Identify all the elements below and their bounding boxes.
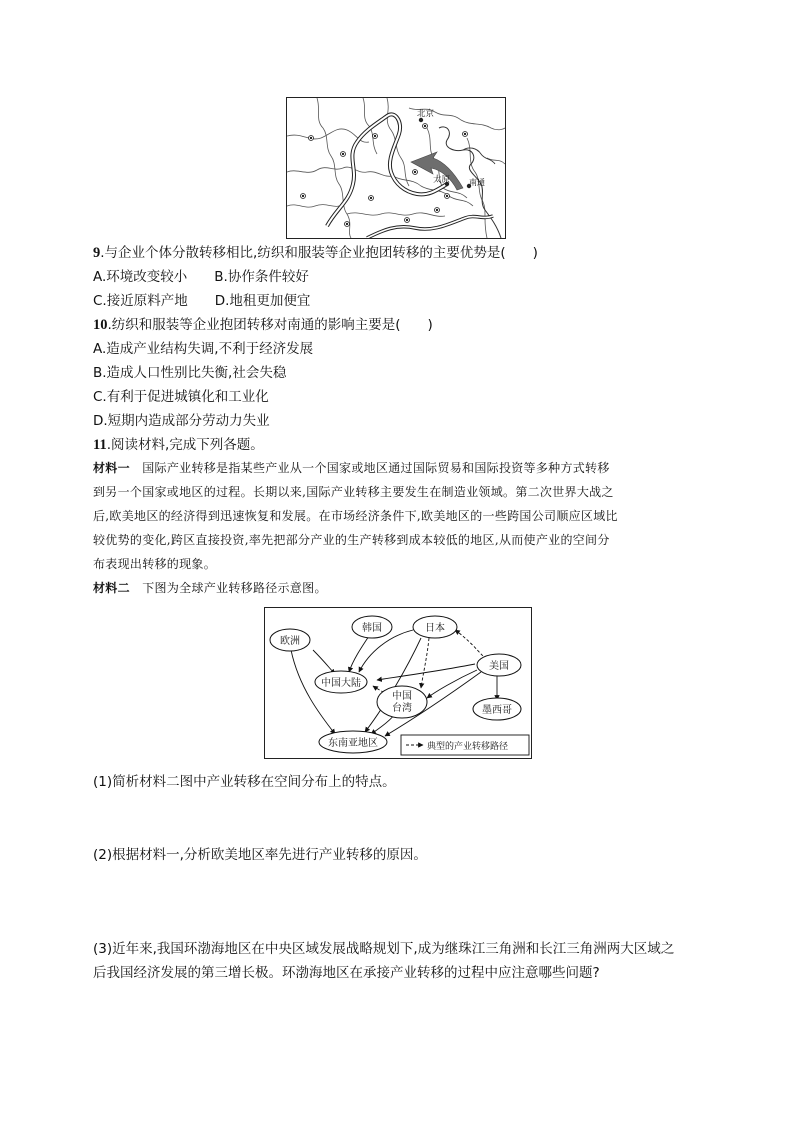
material-one-line-4: 较优势的变化,跨区直接投资,率先把部分产业的生产转移到成本较低的地区,从而使产业的空间分 — [93, 533, 610, 547]
beijing-label: 北京 — [417, 109, 435, 119]
q10-option-b: B.造成人口性别比失衡,社会失稳 — [93, 365, 287, 381]
node-sea-label: 东南亚地区 — [328, 738, 378, 749]
material-one-line-5: 布表现出转移的现象。 — [93, 557, 217, 571]
node-japan-label: 日本 — [425, 623, 445, 634]
material-one-line-1 — [93, 456, 703, 480]
q11-number: 11 — [93, 437, 107, 453]
material-one-text-1: 国际产业转移是指某些产业从一个国家或地区通过国际贸易和国际投资等多种方式转移 — [142, 461, 610, 475]
q11-stem — [93, 436, 264, 454]
sub-question-3-line-1: (3)近年来,我国环渤海地区在中央区域发展战略规划下,成为继珠江三角洲和长江三角洲两大区域之 — [93, 941, 675, 957]
node-korea-label: 韩国 — [362, 623, 382, 634]
edge-korea-china — [349, 636, 369, 672]
material-two-label: 材料二 — [93, 581, 130, 595]
q9-stem-text: .与企业个体分散转移相比,纺织和服装等企业抱团转移的主要优势是( ) — [100, 245, 538, 261]
material-one-label: 材料一 — [93, 461, 130, 475]
edge-usa-japan-dashed — [455, 630, 483, 656]
material-one-line-3: 后,欧美地区的经济得到迅速恢复和发展。在市场经济条件下,欧美地区的一些跨国公司顺应区域比 — [93, 509, 618, 523]
taiyuan-label: 太原 — [433, 175, 451, 185]
material-one-line-2: 到另一个国家或地区的过程。长期以来,国际产业转移主要发生在制造业领域。第二次世界大战之 — [93, 485, 614, 499]
legend-label: 典型的产业转移路径 — [427, 742, 509, 752]
q10-stem-text: .纺织和服装等企业抱团转移对南通的影响主要是( ) — [107, 317, 433, 333]
node-europe-label: 欧洲 — [280, 636, 300, 647]
edge-europe-china — [313, 650, 335, 674]
nantong-label: 南通 — [469, 178, 485, 187]
transfer-path-svg — [265, 608, 531, 758]
material-two — [93, 576, 703, 600]
node-mexico-label: 墨西哥 — [482, 705, 512, 716]
edge-usa-taiwan — [427, 670, 477, 698]
q9-stem — [93, 244, 538, 262]
material-two-text: 下图为全球产业转移路径示意图。 — [142, 581, 327, 595]
q9-number: 9 — [93, 245, 101, 261]
yangtze-inner — [367, 216, 493, 238]
q10-option-a: A.造成产业结构失调,不利于经济发展 — [93, 341, 314, 357]
region-map — [286, 97, 506, 239]
sub-question-3 — [93, 937, 674, 985]
q10-number: 10 — [93, 317, 108, 333]
q10-option-c: C.有利于促进城镇化和工业化 — [93, 389, 269, 405]
sub-question-2: (2)根据材料一,分析欧美地区率先进行产业转移的原因。 — [93, 847, 427, 863]
node-usa-label: 美国 — [489, 661, 509, 672]
node-taiwan-label-2: 台湾 — [392, 703, 412, 714]
q10-stem — [93, 316, 433, 334]
q11-stem-text: .阅读材料,完成下列各题。 — [106, 437, 264, 453]
q9-options-row2: C.接近原料产地 D.地租更加便宜 — [93, 293, 311, 309]
region-map-svg — [287, 98, 505, 238]
node-china-mainland-label: 中国大陆 — [321, 678, 361, 689]
edge-japan-taiwan-dashed — [421, 638, 429, 688]
transfer-path-diagram — [264, 607, 532, 759]
yangtze-outer — [367, 216, 493, 238]
node-taiwan-label-1: 中国 — [392, 691, 412, 702]
material-one — [93, 456, 703, 600]
q9-options-row1: A.环境改变较小 B.协作条件较好 — [93, 269, 309, 285]
sub-question-3-line-2: 后我国经济发展的第三增长极。环渤海地区在承接产业转移的过程中应注意哪些问题? — [93, 965, 600, 981]
sub-question-1: (1)简析材料二图中产业转移在空间分布上的特点。 — [93, 774, 396, 790]
q10-option-d: D.短期内造成部分劳动力失业 — [93, 413, 270, 429]
